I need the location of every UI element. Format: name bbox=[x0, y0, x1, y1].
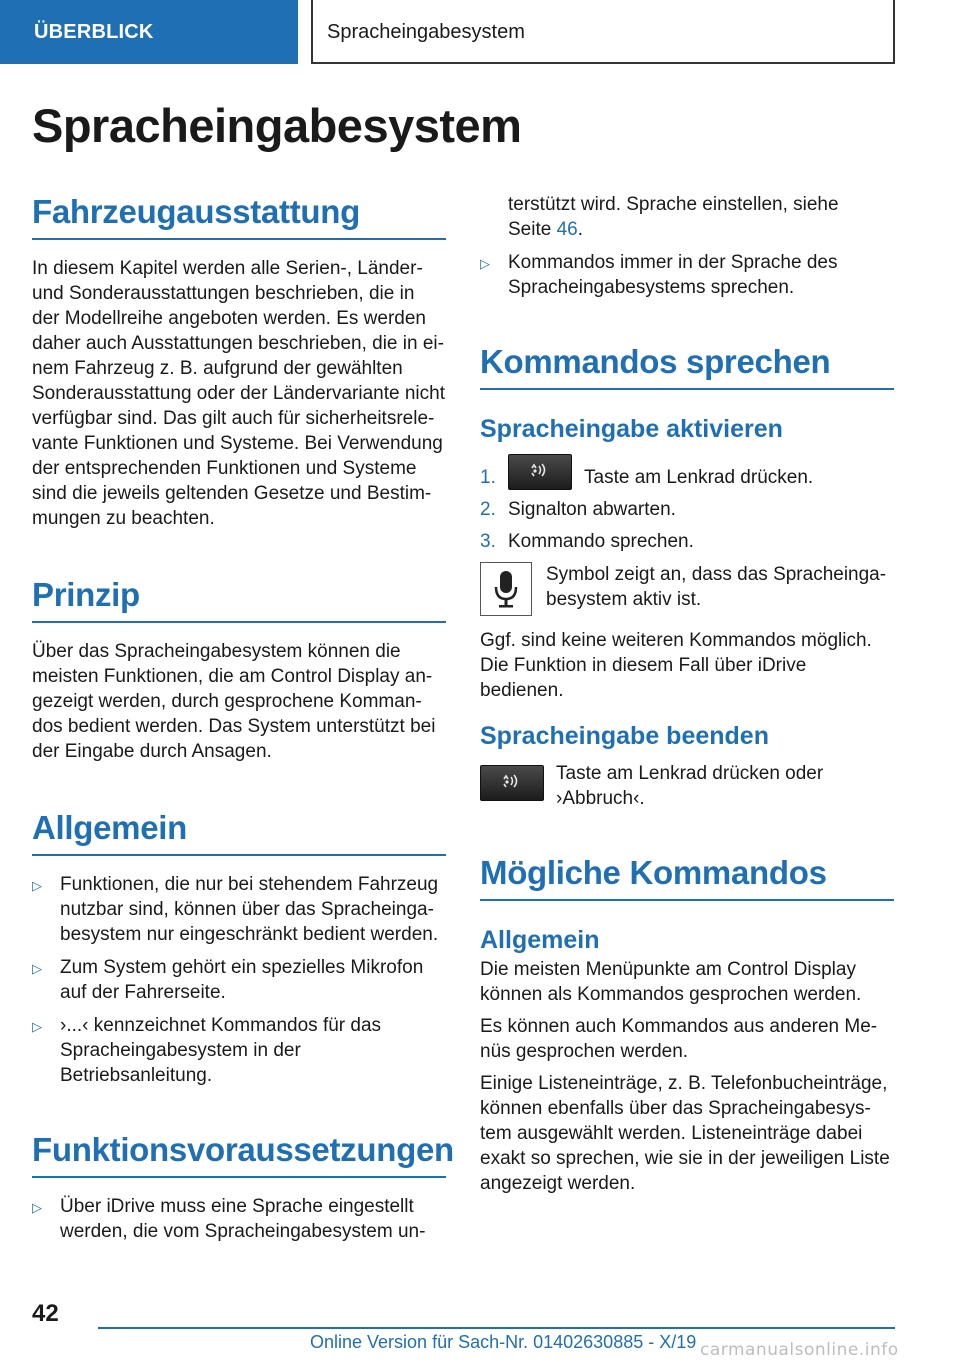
note-paragraph: Ggf. sind keine weiteren Kommandos möglich. Die Funktion in diesem Fall über iDrive bedienen. bbox=[480, 630, 872, 701]
triangle-right-icon: ▷ bbox=[32, 1200, 42, 1215]
page-reference-link[interactable]: 46 bbox=[556, 219, 578, 240]
heading-moegliche-kommandos: Mögliche Kommandos bbox=[480, 851, 894, 901]
moegliche-p1: Die meisten Menüpunkte am Control Display können als Kommandos gesprochen werden. bbox=[480, 959, 862, 1005]
voice-key-icon bbox=[508, 454, 572, 490]
voice-key-icon bbox=[480, 765, 544, 801]
list-item: ▷ Zum System gehört ein spezielles Mikrofon auf der Fahrerseite. bbox=[32, 957, 424, 1003]
list-item: ▷ ›...‹ kennzeichnet Kommandos für das Spracheingabesystem in der Betriebsanleitung. bbox=[32, 1015, 382, 1086]
page-title: Spracheingabesystem bbox=[32, 99, 522, 152]
heading-allgemein: Allgemein bbox=[32, 806, 446, 856]
beenden-note: Taste am Lenkrad drücken oder ›Abbruch‹. bbox=[480, 761, 894, 811]
heading-kommandos-sprechen: Kommandos sprechen bbox=[480, 340, 894, 390]
microphone-icon bbox=[480, 562, 532, 616]
heading-spracheingabe-beenden: Spracheingabe beenden bbox=[480, 722, 769, 750]
step-item: 1. Taste am Lenkrad drücken. bbox=[480, 454, 894, 490]
triangle-right-icon: ▷ bbox=[32, 1019, 42, 1034]
page-number: 42 bbox=[32, 1300, 59, 1327]
step-item: 2. Signalton abwarten. bbox=[480, 499, 676, 520]
footer-online-version: Online Version für Sach-Nr. 01402630885 - X/19 bbox=[310, 1332, 697, 1352]
section-tab: ÜBERBLICK bbox=[0, 0, 298, 64]
heading-allgemein-sub: Allgemein bbox=[480, 926, 600, 954]
moegliche-p3: Einige Listeneinträge, z. B. Telefonbucheinträge, können ebenfalls über das Spracheingabesys- tem ausgewählt werden. Listeneinträge dabei exakt so sprechen, wie sie in der jeweiligen Liste angezeigt werden. bbox=[480, 1073, 890, 1194]
continued-bullet: terstützt wird. Sprache einstellen, siehe Seite 46. bbox=[508, 194, 839, 240]
chapter-tab: Spracheingabesystem bbox=[311, 0, 895, 64]
list-item: ▷ Über iDrive muss eine Sprache eingestellt werden, die vom Spracheingabesystem un- bbox=[32, 1196, 426, 1242]
symbol-note: Symbol zeigt an, dass das Spracheinga- besystem aktiv ist. bbox=[480, 562, 894, 616]
heading-prinzip: Prinzip bbox=[32, 573, 446, 623]
watermark: carmanualsonline.info bbox=[700, 1340, 899, 1360]
heading-fahrzeugausstattung: Fahrzeugausstattung bbox=[32, 190, 446, 240]
fahrzeug-paragraph: In diesem Kapitel werden alle Serien-, Länder- und Sonderausstattungen beschrieben, die in der Modellreihe angeboten werden. Es werden daher auch Ausstattungen beschrieben, die in ei- nem Fahrzeug z. B. aufgrund der gewählten Sonderausstattung oder der Ländervariante nicht verfügbar sind. Das gilt auch für sicherheitsrele- vante Funktionen und Systeme. Bei Verwendung der entsprechenden Funktionen und Systeme sind die jeweils geltenden Gesetze und Bestim- mungen zu beachten. bbox=[32, 258, 445, 529]
right-column bbox=[480, 192, 894, 1196]
moegliche-p2: Es können auch Kommandos aus anderen Me- nüs gesprochen werden. bbox=[480, 1016, 878, 1062]
list-item: ▷ Kommandos immer in der Sprache des Spracheingabesystems sprechen. bbox=[480, 252, 838, 298]
triangle-right-icon: ▷ bbox=[480, 256, 490, 271]
left-column bbox=[32, 190, 454, 1244]
heading-funktionsvoraussetzungen: Funktionsvoraussetzungen bbox=[32, 1128, 446, 1178]
triangle-right-icon: ▷ bbox=[32, 961, 42, 976]
step-item: 3. Kommando sprechen. bbox=[480, 531, 694, 552]
triangle-right-icon: ▷ bbox=[32, 878, 42, 893]
prinzip-paragraph: Über das Spracheingabesystem können die meisten Funktionen, die am Control Display an- gezeigt werden, durch gesprochene Komman- dos bedient werden. Das System unterstützt bei der Eingabe durch Ansagen. bbox=[32, 641, 436, 762]
footer-divider bbox=[98, 1327, 895, 1329]
list-item: ▷ Funktionen, die nur bei stehendem Fahrzeug nutzbar sind, können über das Spracheinga- besystem nur eingeschränkt bedient werden. bbox=[32, 874, 439, 945]
heading-spracheingabe-aktivieren: Spracheingabe aktivieren bbox=[480, 415, 783, 443]
